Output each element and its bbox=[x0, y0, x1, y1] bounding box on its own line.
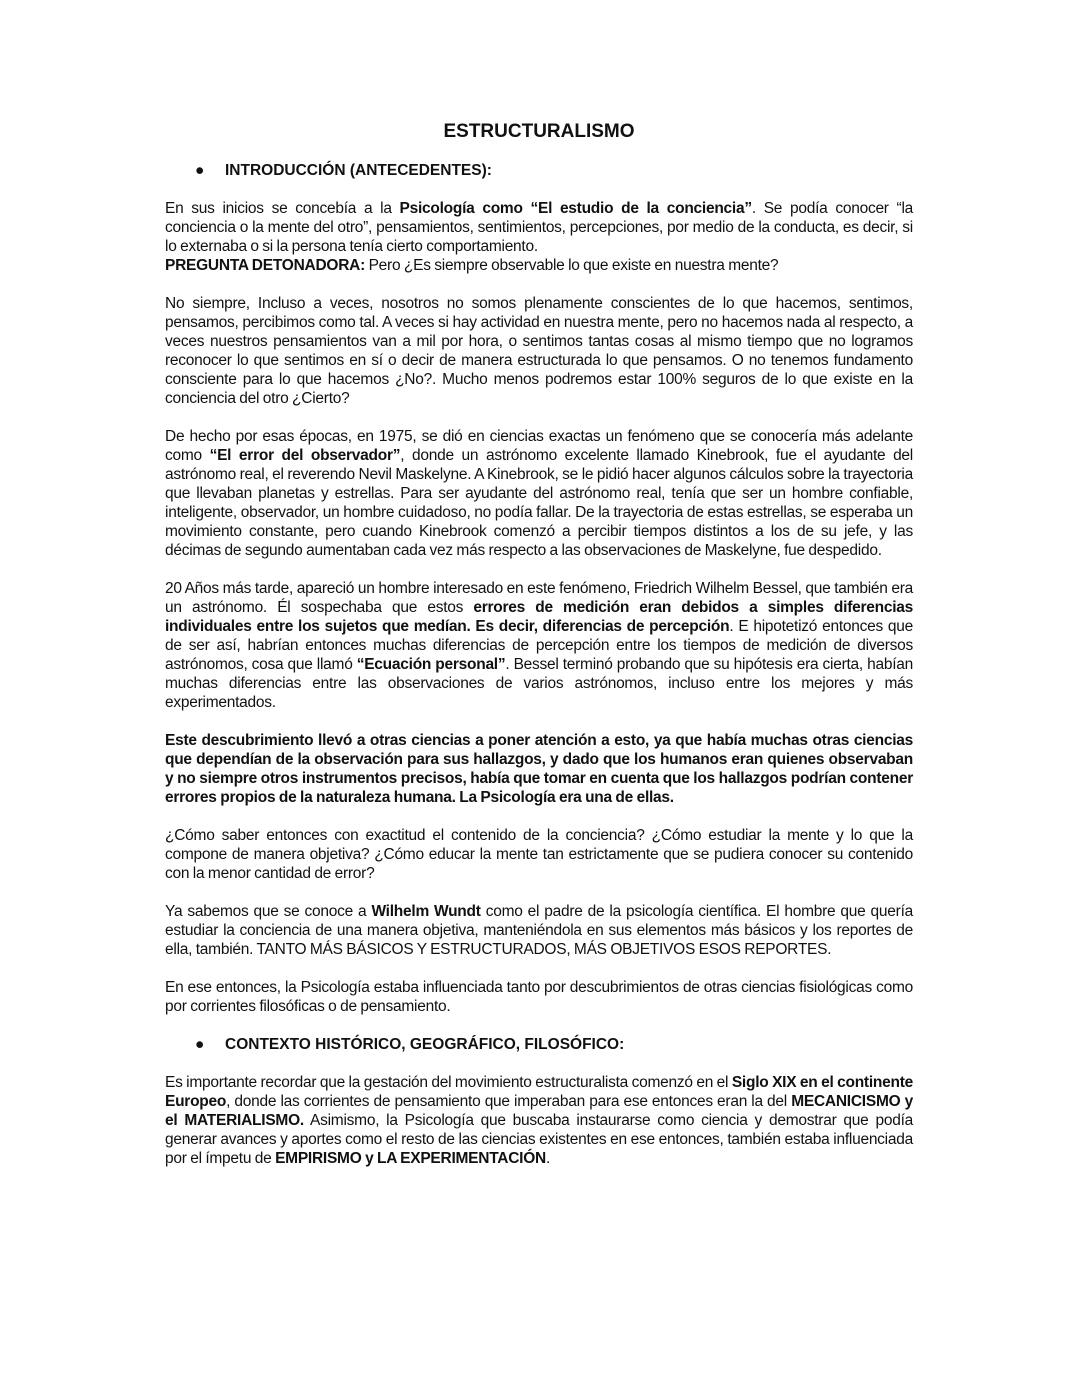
text-run: . E hipotetizó entonces que de ser así, habrían entonces muchas diferencias de percepción entre los tiempos de medición de diversos astrónomos, cosa que llamó bbox=[165, 618, 913, 673]
text-run: No siempre, Incluso a veces, nosotros no somos plenamente conscientes de lo que hacemos, sentimos, pensamos, percibimos como tal. A veces si hay actividad en nuestra mente, pero no hacemos nada al respecto, a veces nuestros pensamientos van a mil por hora, o sentimos tantas cosas al mismo tiempo que no logramos reconocer lo que sentimos en sí o decir de manera estructurada lo que pensamos. O no tenemos fundamento consciente para lo que hacemos ¿No?. Mucho menos podremos estar 100% seguros de lo que existe en la conciencia del otro ¿Cierto? bbox=[165, 295, 913, 407]
text-run: Asimismo, la Psicología que buscaba instaurarse como ciencia y demostrar que podía generar avances y aportes como el resto de las ciencias existentes en ese entonces, también estaba influenciada por el ímpetu de bbox=[165, 1112, 913, 1167]
paragraph bbox=[165, 902, 913, 959]
section-heading-contexto bbox=[165, 1035, 913, 1054]
bold-text: “Ecuación personal” bbox=[356, 656, 506, 673]
bold-text: errores de medición eran debidos a simples diferencias individuales entre los sujetos que medían. Es decir, diferencias de percepción bbox=[165, 599, 914, 635]
bold-text: Siglo XIX en el continente Europeo bbox=[165, 1074, 913, 1110]
paragraph bbox=[165, 427, 913, 560]
bold-text: EMPIRISMO y LA EXPERIMENTACIÓN bbox=[275, 1150, 546, 1167]
bold-text: Este descubrimiento llevó a otras ciencias a poner atención a esto, ya que había muchas otras ciencias que dependían de la observación para sus hallazgos, y dado que los humanos eran quienes observaban y no siempre otros instrumentos precisos, había que tomar en cuenta que los hallazgos podrían contener errores propios de la naturaleza humana. La Psicología era una de ellas. bbox=[165, 732, 913, 806]
document-title: ESTRUCTURALISMO bbox=[443, 121, 635, 142]
text-run: Es importante recordar que la gestación del movimiento estructuralista comenzó en el bbox=[165, 1074, 732, 1091]
paragraph bbox=[165, 199, 913, 256]
paragraph bbox=[165, 826, 913, 883]
text-run: . bbox=[545, 1150, 551, 1167]
bold-text: Wilhelm Wundt bbox=[371, 903, 481, 920]
paragraph bbox=[165, 978, 913, 1016]
text-run: ¿Cómo saber entonces con exactitud el contenido de la conciencia? ¿Cómo estudiar la mente y lo que la compone de manera objetiva? ¿Cómo educar la mente tan estrictamente que se pudiera conocer su contenido con la menor cantidad de error? bbox=[165, 827, 913, 882]
text-run: como el padre de la psicología científica. El hombre que quería estudiar la conciencia de una manera objetiva, manteniéndola en sus elementos más básicos y los reportes de ella, también. TANTO MÁS BÁSICOS Y ESTRUCTURADOS, MÁS OBJETIVOS ESOS REPORTES. bbox=[165, 903, 914, 958]
text-run: . Bessel terminó probando que su hipótesis era cierta, habían muchas diferencias entre las observaciones de varios astrónomos, incluso entre los mejores y más experimentados. bbox=[165, 656, 914, 711]
paragraph-pregunta bbox=[165, 256, 913, 275]
paragraph bbox=[165, 731, 913, 807]
bullet-icon: ● bbox=[195, 162, 205, 179]
text-run: Pero ¿Es siempre observable lo que existe en nuestra mente? bbox=[365, 257, 779, 274]
text-run: De hecho por esas épocas, en 1975, se dió en ciencias exactas un fenómeno que se conocería más adelante como bbox=[165, 428, 913, 464]
text-run: 20 Años más tarde, apareció un hombre interesado en este fenómeno, Friedrich Wilhelm Bessel, que también era un astrónomo. Él sospechaba que estos bbox=[165, 580, 913, 616]
text-run: , donde un astrónomo excelente llamado Kinebrook, fue el ayudante del astrónomo real, el reverendo Nevil Maskelyne. A Kinebrook, se le pidió hacer algunos cálculos sobre la trayectoria que llevaban planetas y estrellas. Para ser ayudante del astrónomo real, tenía que ser un hombre confiable, inteligente, observador, un hombre cuidadoso, no podía fallar. De la trayectoria de estas estrellas, se esperaba un movimiento constante, pero cuando Kinebrook comenzó a percibir tiempos distintos a los de su jefe, y las décimas de segundo aumentaban cada vez más respecto a las observaciones de Maskelyne, fue despedido. bbox=[165, 447, 913, 559]
bold-text: MECANICISMO y el MATERIALISMO. bbox=[165, 1093, 913, 1129]
document-page bbox=[165, 120, 913, 1187]
paragraph bbox=[165, 294, 913, 408]
text-run: , donde las corrientes de pensamiento que imperaban para ese entonces eran la del bbox=[226, 1093, 792, 1110]
bold-text: Psicología como “El estudio de la conciencia” bbox=[399, 200, 752, 217]
paragraph bbox=[165, 1073, 913, 1168]
bold-text: “El error del observador” bbox=[209, 447, 401, 464]
bold-text: PREGUNTA DETONADORA: bbox=[165, 257, 366, 274]
section-heading-introduccion bbox=[165, 161, 913, 180]
text-run: . Se podía conocer “la conciencia o la mente del otro”, pensamientos, sentimientos, percepciones, por medio de la conducta, es decir, si lo externaba o si la persona tenía cierto comportamiento. bbox=[165, 200, 914, 255]
heading-text: INTRODUCCIÓN (ANTECEDENTES): bbox=[225, 162, 492, 179]
bullet-icon: ● bbox=[195, 1036, 205, 1053]
text-run: Ya sabemos que se conoce a bbox=[165, 903, 372, 920]
heading-text: CONTEXTO HISTÓRICO, GEOGRÁFICO, FILOSÓFICO: bbox=[225, 1036, 625, 1053]
paragraph bbox=[165, 579, 913, 712]
text-run: En sus inicios se concebía a la bbox=[165, 200, 400, 217]
text-run: En ese entonces, la Psicología estaba influenciada tanto por descubrimientos de otras ciencias fisiológicas como por corrientes filosóficas o de pensamiento. bbox=[165, 979, 913, 1015]
